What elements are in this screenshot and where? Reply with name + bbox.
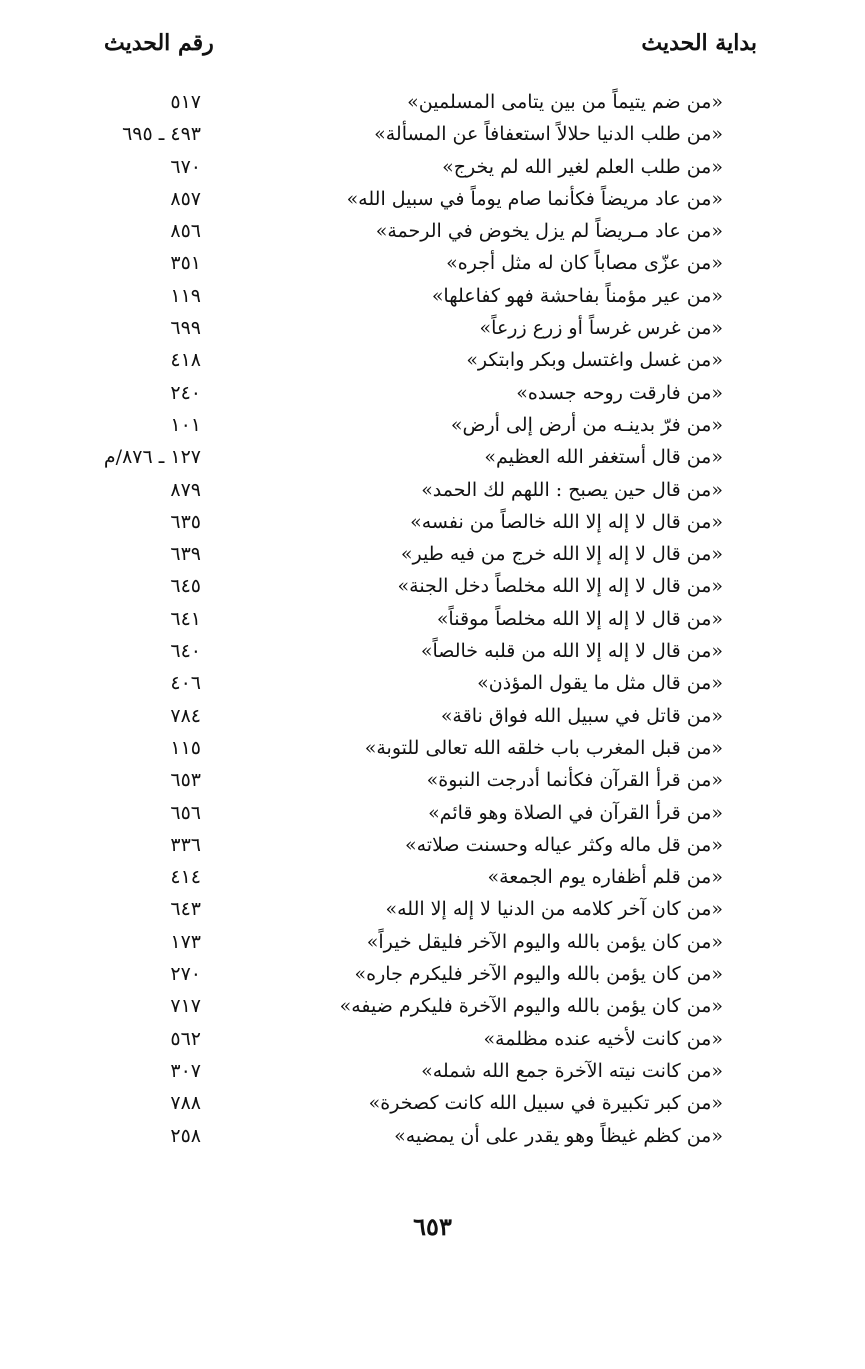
- hadith-incipit: «من قال أستغفر الله العظيم»: [484, 446, 723, 469]
- hadith-incipit: «من كان يؤمن بالله واليوم الآخرة فليكرم ضيفه»: [339, 995, 723, 1018]
- index-entry: [0, 1090, 865, 1122]
- index-entry: [0, 412, 865, 444]
- hadith-incipit: «من عاد مريضاً فكأنما صام يوماً في سبيل الله»: [346, 187, 723, 210]
- index-entry: [0, 218, 865, 250]
- hadith-number: ٦٣٩: [170, 543, 201, 566]
- index-entry: [0, 1123, 865, 1155]
- hadith-number: ٦٤٥: [170, 575, 201, 598]
- hadith-incipit: «من غسل واغتسل وبكر وابتكر»: [466, 349, 723, 372]
- hadith-incipit: «من غرس غرساً أو زرع زرعاً»: [479, 317, 723, 340]
- hadith-number: ١٢٧ ـ ٨٧٦/م: [103, 446, 201, 469]
- hadith-number: ١١٩: [170, 284, 201, 307]
- hadith-index-list: [0, 89, 865, 1155]
- hadith-number: ٥٦٢: [170, 1027, 201, 1050]
- hadith-number: ٢٧٠: [170, 963, 201, 986]
- index-entry: [0, 929, 865, 961]
- hadith-incipit: «من قبل المغرب باب خلقه الله تعالى للتوبة»: [364, 736, 723, 759]
- hadith-incipit: «من قال لا إله إلا الله مخلصاً دخل الجنة»: [397, 575, 723, 598]
- index-entry: [0, 1026, 865, 1058]
- hadith-number: ٤١٨: [170, 349, 201, 372]
- hadith-incipit: «من قال لا إله إلا الله خالصاً من نفسه»: [410, 510, 723, 533]
- hadith-number: ٣٣٦: [170, 833, 201, 856]
- hadith-incipit: «من قاتل في سبيل الله فواق ناقة»: [440, 704, 723, 727]
- hadith-incipit: «من عزّى مصاباً كان له مثل أجره»: [446, 252, 723, 275]
- hadith-incipit: «من كبر تكبيرة في سبيل الله كانت كصخرة»: [368, 1092, 723, 1115]
- hadith-incipit: «من كان يؤمن بالله واليوم الآخر فليكرم جاره»: [354, 963, 723, 986]
- hadith-incipit: «من طلب الدنيا حلالاً استعفافاً عن المسألة»: [374, 123, 723, 146]
- hadith-number: ٢٤٠: [170, 381, 201, 404]
- index-entry: [0, 509, 865, 541]
- hadith-incipit: «من ضم يتيماً من بين يتامى المسلمين»: [407, 91, 723, 113]
- hadith-number: ٤١٤: [170, 866, 201, 889]
- index-entry: [0, 444, 865, 476]
- hadith-incipit: «من كان آخر كلامه من الدنيا لا إله إلا الله»: [385, 898, 723, 921]
- index-entry: [0, 606, 865, 638]
- hadith-number: ٤٠٦: [170, 672, 201, 695]
- hadith-number: ٧٨٤: [170, 704, 201, 727]
- index-entry: [0, 961, 865, 993]
- hadith-incipit: «من قال لا إله إلا الله مخلصاً موقناً»: [436, 607, 723, 630]
- index-entry: [0, 380, 865, 412]
- hadith-incipit: «من قل ماله وكثر عياله وحسنت صلاته»: [404, 833, 723, 856]
- hadith-number: ٥١٧: [170, 91, 201, 113]
- index-entry: [0, 573, 865, 605]
- hadith-incipit: «من كانت نيته الآخرة جمع الله شمله»: [421, 1059, 723, 1082]
- hadith-number: ٣٥١: [170, 252, 201, 275]
- index-entry: [0, 638, 865, 670]
- hadith-incipit: «من فرّ بدينـه من أرض إلى أرض»: [450, 413, 723, 436]
- hadith-incipit: «من كظم غيظاً وهو يقدر على أن يمضيه»: [394, 1124, 723, 1147]
- hadith-number: ٤٩٣ ـ ٦٩٥: [122, 123, 201, 146]
- hadith-number: ٦٤١: [170, 607, 201, 630]
- hadith-number: ٣٠٧: [170, 1059, 201, 1082]
- page-number: ٦٥٣: [413, 1212, 452, 1241]
- index-entry: [0, 121, 865, 153]
- hadith-incipit: «من طلب العلم لغير الله لم يخرج»: [442, 155, 723, 178]
- hadith-incipit: «من فارقت روحه جسده»: [516, 381, 723, 404]
- index-entry: [0, 864, 865, 896]
- hadith-number: ٦٩٩: [170, 317, 201, 340]
- hadith-incipit: «من عاد مـريضاً لم يزل يخوض في الرحمة»: [375, 220, 723, 243]
- index-entry: [0, 703, 865, 735]
- index-entry: [0, 250, 865, 282]
- hadith-number: ٦٤٠: [170, 640, 201, 663]
- hadith-number: ٨٥٦: [170, 220, 201, 243]
- hadith-incipit: «من كان يؤمن بالله واليوم الآخر فليقل خيراً»: [366, 930, 723, 953]
- hadith-number: ٦٧٠: [170, 155, 201, 178]
- hadith-number: ٦٤٣: [170, 898, 201, 921]
- hadith-number: ٢٥٨: [170, 1124, 201, 1147]
- hadith-incipit: «من قرأ القرآن فكأنما أدرجت النبوة»: [426, 769, 723, 792]
- hadith-incipit: «من قال حين يصبح : اللهم لك الحمد»: [421, 478, 723, 501]
- index-entry: [0, 347, 865, 379]
- index-entry: [0, 896, 865, 928]
- hadith-number: ٧١٧: [170, 995, 201, 1018]
- index-entry: [0, 89, 865, 121]
- hadith-incipit: «من قرأ القرآن في الصلاة وهو قائم»: [428, 801, 723, 824]
- index-entry: [0, 670, 865, 702]
- index-entry: [0, 154, 865, 186]
- index-entry: [0, 767, 865, 799]
- hadith-number: ١٧٣: [170, 930, 201, 953]
- hadith-number: ٨٧٩: [170, 478, 201, 501]
- hadith-incipit: «من قلم أظفاره يوم الجمعة»: [487, 866, 723, 889]
- hadith-number: ٧٨٨: [170, 1092, 201, 1115]
- index-entry: [0, 1058, 865, 1090]
- hadith-incipit: «من قال مثل ما يقول المؤذن»: [477, 672, 723, 695]
- index-entry: [0, 993, 865, 1025]
- hadith-incipit: «من كانت لأخيه عنده مظلمة»: [483, 1027, 723, 1050]
- index-entry: [0, 186, 865, 218]
- hadith-incipit: «من عير مؤمناً بفاحشة فهو كفاعلها»: [431, 284, 723, 307]
- hadith-number: ٦٥٣: [170, 769, 201, 792]
- index-entry: [0, 832, 865, 864]
- hadith-number: ٦٥٦: [170, 801, 201, 824]
- index-entry: [0, 315, 865, 347]
- column-headers: [0, 30, 865, 70]
- index-entry: [0, 283, 865, 315]
- header-hadith-number: رقم الحديث: [104, 30, 214, 56]
- hadith-number: ١٠١: [170, 413, 201, 436]
- hadith-incipit: «من قال لا إله إلا الله خرج من فيه طير»: [400, 543, 723, 566]
- hadith-incipit: «من قال لا إله إلا الله من قلبه خالصاً»: [420, 640, 723, 663]
- index-entry: [0, 735, 865, 767]
- index-entry: [0, 800, 865, 832]
- index-entry: [0, 477, 865, 509]
- header-hadith-beginning: بداية الحديث: [641, 30, 757, 56]
- hadith-number: ١١٥: [170, 736, 201, 759]
- hadith-number: ٦٣٥: [170, 510, 201, 533]
- index-entry: [0, 541, 865, 573]
- hadith-number: ٨٥٧: [170, 187, 201, 210]
